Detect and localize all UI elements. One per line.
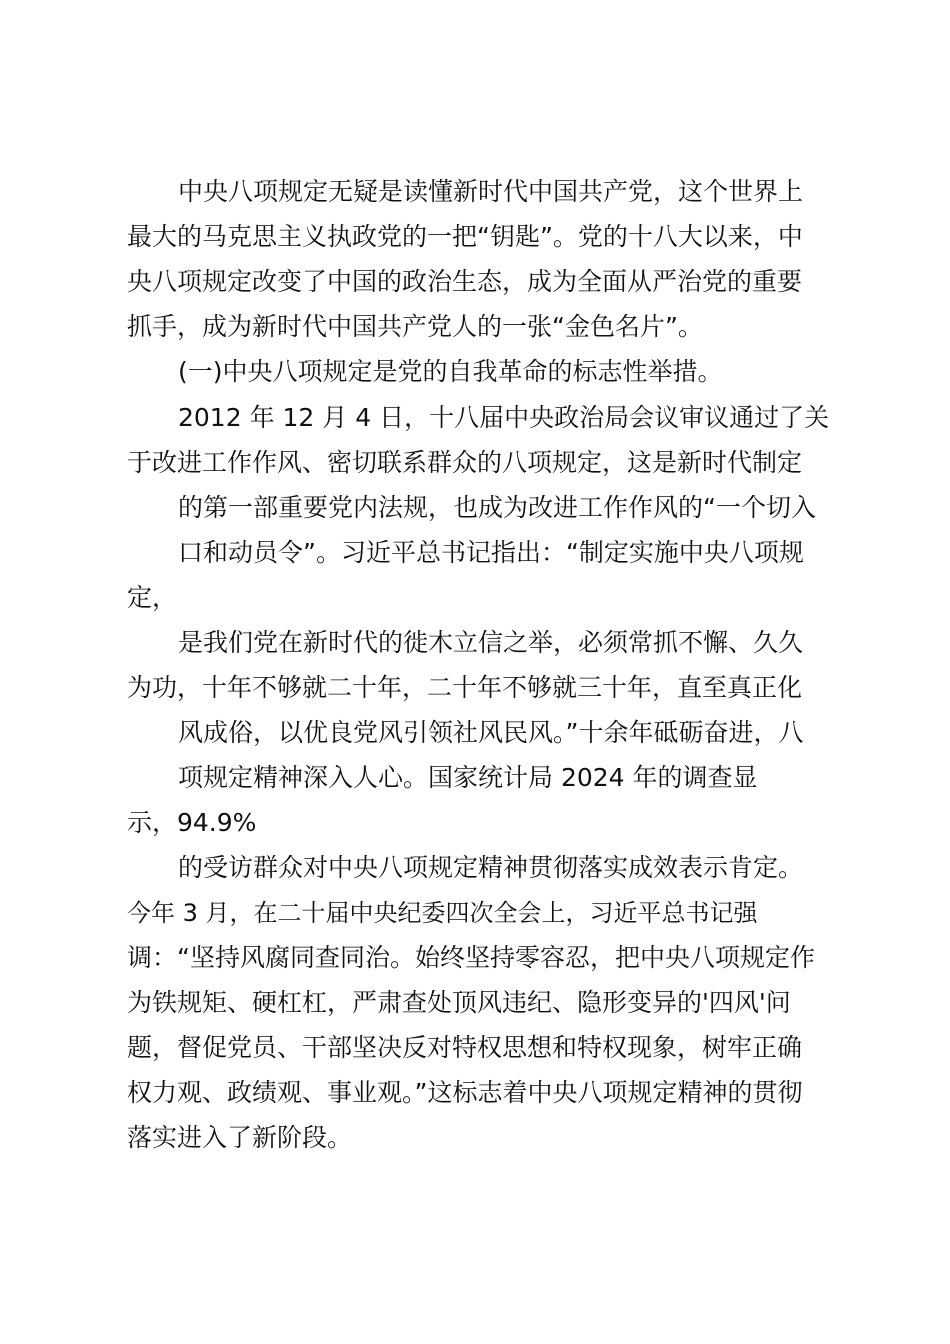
text-line: 央八项规定改变了中国的政治生态，成为全面从严治党的重要 <box>127 267 803 296</box>
text-line: 权力观、政绩观、事业观。”这标志着中央八项规定精神的贯彻 <box>127 1078 803 1107</box>
text-line: 抓手，成为新时代中国共产党人的一张“金色名片”。 <box>127 312 703 341</box>
section-heading: (一)中央八项规定是党的自我革命的标志性举措。 <box>178 357 723 386</box>
text-line: 于改进工作作风、密切联系群众的八项规定，这是新时代制定 <box>127 448 803 477</box>
text-line: 示，94.9% <box>127 808 257 837</box>
text-line: 口和动员令”。习近平总书记指出：“制定实施中央八项规 <box>178 538 804 567</box>
text-line: 调：“坚持风腐同查同治。始终坚持零容忍，把中央八项规定作 <box>127 943 815 972</box>
text-line: 中央八项规定无疑是读懂新时代中国共产党，这个世界上 <box>178 177 804 206</box>
text-line: 落实进入了新阶段。 <box>127 1123 353 1152</box>
text-line: 是我们党在新时代的徙木立信之举，必须常抓不懈、久久 <box>178 628 804 657</box>
text-line: 的受访群众对中央八项规定精神贯彻落实成效表示肯定。 <box>178 853 804 882</box>
text-line: 为功，十年不够就二十年，二十年不够就三十年，直至真正化 <box>127 673 803 702</box>
text-line: 风成俗，以优良党风引领社风民风。”十余年砥砺奋进，八 <box>178 718 804 747</box>
text-line: 最大的马克思主义执政党的一把“钥匙”。党的十八大以来，中 <box>127 222 803 251</box>
text-line: 2012 年 12 月 4 日，十八届中央政治局会议审议通过了关 <box>178 403 830 432</box>
text-line: 的第一部重要党内法规，也成为改进工作作风的“一个切入 <box>178 493 816 522</box>
text-line: 题，督促党员、干部坚决反对特权思想和特权现象，树牢正确 <box>127 1033 803 1062</box>
text-line: 项规定精神深入人心。国家统计局 2024 年的调查显 <box>178 763 758 792</box>
text-line: 为铁规矩、硬杠杠，严肃查处顶风违纪、隐形变异的'四风'问 <box>127 988 791 1017</box>
text-line: 定， <box>127 583 178 612</box>
text-line: 今年 3 月，在二十届中央纪委四次全会上，习近平总书记强 <box>127 899 758 927</box>
